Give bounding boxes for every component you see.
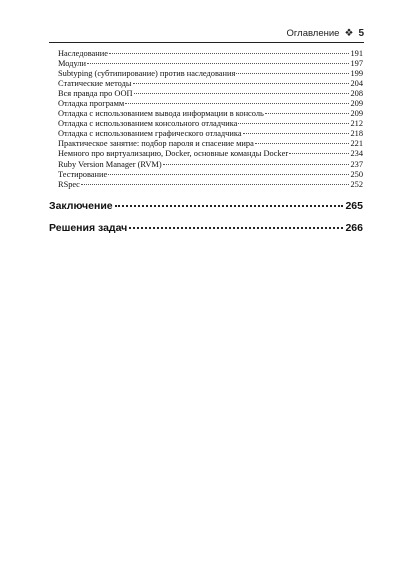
toc-item (58, 180, 363, 190)
toc-main-entry-solutions (49, 222, 363, 234)
toc-item (58, 79, 363, 89)
toc-item (58, 99, 363, 109)
toc-item (58, 119, 363, 129)
header-right (287, 28, 365, 39)
toc-leader-dots (134, 93, 350, 94)
toc-item (58, 129, 363, 139)
toc-item-title: Практическое занятие: подбор пароля и спасение мира (58, 139, 254, 149)
toc-main-entry-conclusion (49, 200, 363, 212)
toc-item-title: Немного про виртуализацию, Docker, основные команды Docker (58, 149, 289, 159)
toc-item (58, 160, 363, 170)
toc-item-title: RSpec (58, 179, 80, 189)
toc-leader-dots (109, 53, 349, 54)
toc-main-page: 265 (345, 200, 363, 212)
toc-leader-dots (163, 164, 350, 165)
toc-main-title: Решения задач (49, 222, 128, 234)
toc-item (58, 49, 363, 59)
toc-leader-dots (243, 133, 350, 134)
toc-leader-dots (108, 174, 349, 175)
toc-leader-dots (133, 83, 350, 84)
toc-item-page: 234 (350, 149, 363, 159)
toc-item-title: Отладка с использованием графического отладчика (58, 129, 242, 139)
toc-item (58, 69, 363, 79)
toc-item-title: Subtyping (субтипирование) против наследования (58, 69, 236, 79)
toc-item (58, 139, 363, 149)
toc-leader-dots (115, 205, 344, 207)
toc-leader-dots (87, 63, 350, 64)
toc-item-page: 191 (350, 49, 363, 58)
toc-item-page: 209 (350, 99, 363, 109)
toc-item-title: Ruby Version Manager (RVM) (58, 159, 162, 169)
running-header (49, 28, 364, 43)
toc-item (58, 89, 363, 99)
toc-leader-dots (255, 143, 350, 144)
toc-item-page: 250 (350, 169, 363, 179)
header-section-title: Оглавление (286, 28, 340, 39)
toc-leader-dots (129, 227, 343, 229)
toc-item-title: Наследование (58, 49, 108, 58)
toc-item-title: Модули (58, 59, 86, 69)
toc-item-page: 197 (350, 59, 363, 69)
toc-leader-dots (289, 153, 349, 154)
toc-main-title: Заключение (49, 200, 113, 212)
toc-item (58, 59, 363, 69)
toc-item-title: Статические методы (58, 79, 132, 89)
toc-item-title: Отладка с использованием вывода информации в консоль (58, 109, 264, 119)
toc-leader-dots (238, 123, 349, 124)
toc-item-page: 212 (350, 119, 363, 129)
toc-leader-dots (265, 113, 350, 114)
toc-item-page: 199 (350, 69, 363, 79)
toc-item-page: 204 (350, 79, 363, 89)
toc-item (58, 109, 363, 119)
toc-main-page: 266 (345, 222, 363, 234)
table-of-contents (58, 49, 363, 190)
toc-item-page: 252 (350, 179, 363, 189)
toc-item-page: 209 (350, 109, 363, 119)
toc-item-title: Тестирование (58, 169, 108, 179)
toc-item (58, 170, 363, 180)
diamond-ornament-icon: ❖ (344, 27, 354, 39)
toc-item-page: 208 (350, 89, 363, 99)
toc-item-title: Отладка программ (58, 99, 125, 109)
toc-leader-dots (81, 184, 350, 185)
toc-item-title: Вся правда про ООП (58, 89, 133, 99)
toc-leader-dots (236, 73, 349, 74)
toc-item (58, 149, 363, 159)
toc-item-page: 221 (350, 139, 363, 149)
toc-item-title: Отладка с использованием консольного отладчика (58, 119, 238, 129)
header-page-number: 5 (358, 28, 364, 39)
toc-leader-dots (125, 103, 349, 104)
toc-item-page: 237 (350, 159, 363, 169)
toc-item-page: 218 (350, 129, 363, 139)
